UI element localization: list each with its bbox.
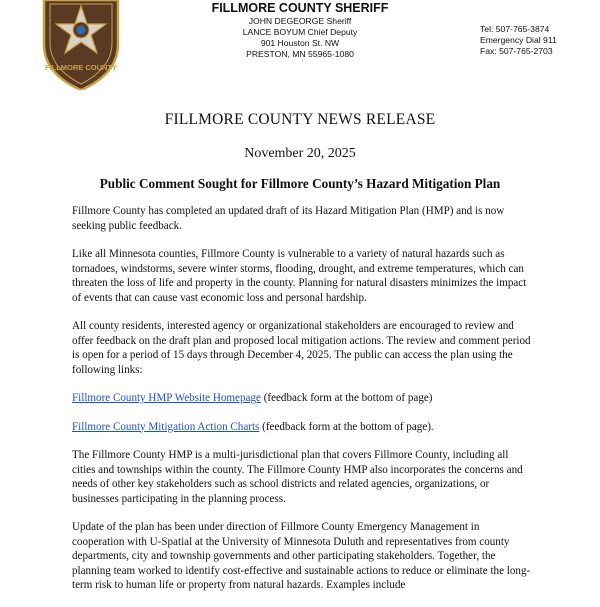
link-line-homepage <box>72 391 532 406</box>
release-date: November 20, 2025 <box>244 146 356 161</box>
link-note: (feedback form at the bottom of page) <box>260 392 433 404</box>
paragraph-plan-coverage: The Fillmore County HMP is a multi-jurisdictional plan that covers Fillmore County, including all cities and townships within the county. The Fillmore County HMP also incorporates the concerns and needs of other key stakeholders such as school districts and related agencies, organizations, or businesses participating in the planning process. <box>72 449 523 505</box>
release-body <box>72 204 532 607</box>
badge-text: FILLMORE COUNTY <box>44 63 118 72</box>
city-address: PRESTON, MN 55965-1080 <box>246 49 354 59</box>
headline: Public Comment Sought for Fillmore County’s Hazard Mitigation Plan <box>99 176 501 191</box>
emergency-number: Emergency Dial 911 <box>480 35 557 45</box>
chief-deputy-name: LANCE BOYUM Chief Deputy <box>242 27 358 37</box>
contact-info <box>480 24 590 57</box>
street-address: 901 Houston St. NW <box>260 38 340 48</box>
fax-number: Fax: 507-765-2703 <box>480 46 553 56</box>
link-note: (feedback form at the bottom of page). <box>259 420 434 433</box>
paragraph-plan-update: Update of the plan has been under direction of Fillmore County Emergency Management in cooperation with U-Spatial at the University of Minnesota Duluth and representatives from county departments, city and township governments and other participating stakeholders. Together, the planning team worked to identify cost-effective and sustainable actions to reduce or eliminate the long-term risk to human life or property from natural hazards. Examples include <box>72 521 531 591</box>
sheriff-name: JOHN DEGEORGE Sheriff <box>248 16 352 26</box>
office-title: FILLMORE COUNTY SHERIFF <box>211 1 389 15</box>
paragraph-intro: Fillmore County has completed an updated draft of its Hazard Mitigation Plan (HMP) and is now seeking public feedback. <box>72 205 505 232</box>
paragraph-comment-period: All county residents, interested agency or organizational stakeholders are encouraged to review and offer feedback on the draft plan and proposed local mitigation actions. The review and comment period is open for a period of 15 days through December 4, 2025. The public can access the plan using the following links: <box>72 320 531 376</box>
telephone: Tel: 507-765-3874 <box>480 24 550 34</box>
mitigation-action-charts-link[interactable]: Fillmore County Mitigation Action Charts <box>72 420 260 433</box>
release-title: FILLMORE COUNTY NEWS RELEASE <box>164 111 436 128</box>
letterhead <box>200 0 400 60</box>
link-line-action-charts <box>72 420 532 435</box>
hmp-homepage-link[interactable]: Fillmore County HMP Website Homepage <box>72 392 261 404</box>
paragraph-hazards: Like all Minnesota counties, Fillmore County is vulnerable to a variety of natural hazards such as tornadoes, windstorms, severe winter storms, flooding, drought, and extreme temperatures, which can threaten the loss of life and property in the county. Planning for natural disasters minimizes the impact of events that can cause vast economic loss and personal hardship. <box>72 248 527 304</box>
sheriff-badge-logo <box>36 0 126 90</box>
